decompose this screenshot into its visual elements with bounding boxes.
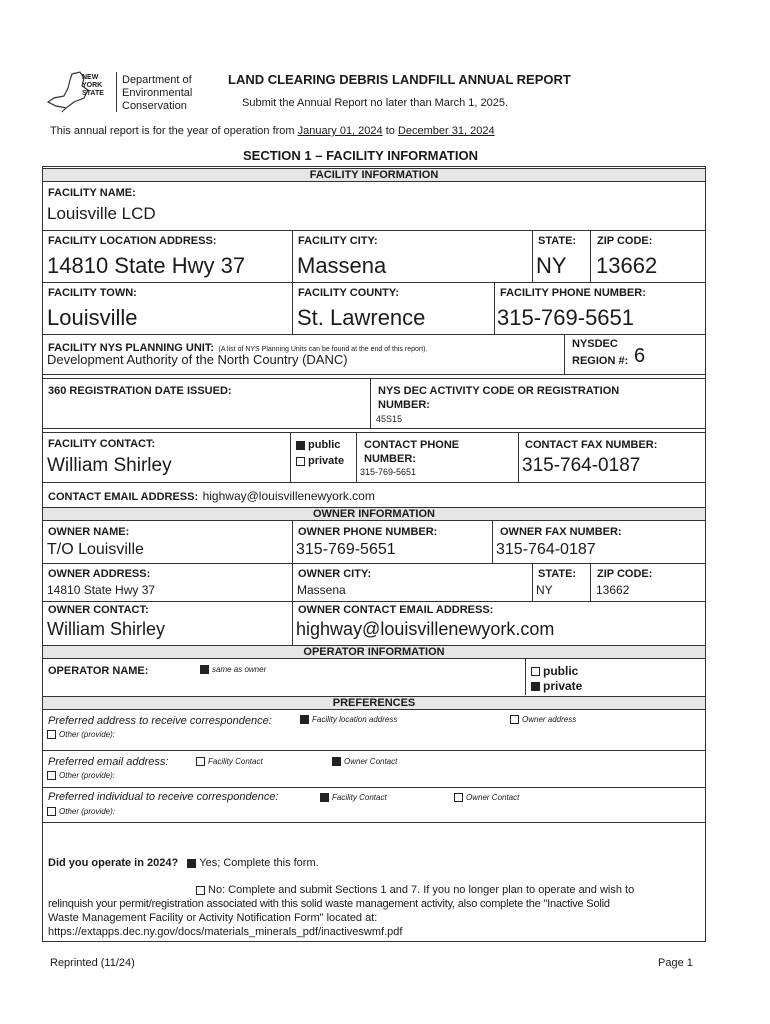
owner-contact-label: OWNER CONTACT: xyxy=(48,604,149,616)
period-to: to xyxy=(385,125,395,137)
planning-unit-note: (A list of NYS Planning Units can be found at the end of this report). xyxy=(218,346,428,353)
facility-address-value[interactable]: 14810 State Hwy 37 xyxy=(47,253,246,278)
operate-no-checkbox[interactable] xyxy=(196,886,205,895)
facility-address-label: FACILITY LOCATION ADDRESS: xyxy=(48,235,217,247)
pref-individual-question: Preferred individual to receive correspondence: xyxy=(48,791,279,803)
owner-state-label: STATE: xyxy=(538,568,577,580)
operator-name-label: OPERATOR NAME: xyxy=(48,665,149,677)
pref-email-facility-checkbox[interactable] xyxy=(196,757,263,766)
owner-address-label: OWNER ADDRESS: xyxy=(48,568,151,580)
same-as-owner-checkbox-icon xyxy=(200,665,209,674)
owner-email-value[interactable]: highway@louisvillenewyork.com xyxy=(296,619,555,639)
contact-private-checkbox[interactable] xyxy=(296,455,344,467)
pref-email-facility-icon xyxy=(196,757,205,766)
pref-address-facility-label: Facility location address xyxy=(312,715,398,724)
pref-individual-other-icon xyxy=(47,807,56,816)
pref-address-other-checkbox[interactable] xyxy=(47,730,115,739)
activity-code-label-1: NYS DEC ACTIVITY CODE OR REGISTRATION xyxy=(378,385,620,397)
nys-dec-logo xyxy=(44,68,209,114)
pref-individual-owner-icon xyxy=(454,793,463,802)
operate-question: Did you operate in 2024? xyxy=(48,857,179,869)
facility-county-label: FACILITY COUNTY: xyxy=(298,287,400,299)
report-subtitle: Submit the Annual Report no later than March 1, 2025. xyxy=(242,97,508,109)
owner-name-label: OWNER NAME: xyxy=(48,526,130,538)
operator-public-checkbox-icon xyxy=(531,667,540,676)
owner-fax-label: OWNER FAX NUMBER: xyxy=(500,526,622,538)
dept-line3: Conservation xyxy=(122,100,187,112)
same-as-owner-label: same as owner xyxy=(212,665,267,674)
contact-email-value[interactable]: highway@louisvillenewyork.com xyxy=(202,489,375,503)
pref-address-facility-icon xyxy=(300,715,309,724)
pref-address-other-label: Other (provide): xyxy=(59,730,116,739)
facility-name-label: FACILITY NAME: xyxy=(48,187,136,199)
region-label-2: REGION #: xyxy=(572,355,629,367)
operate-yes-checkbox[interactable] xyxy=(187,859,196,868)
operator-private-checkbox-icon xyxy=(531,682,540,691)
inactive-form-link[interactable]: https://extapps.dec.ny.gov/docs/materials_minerals_pdf/inactiveswmf.pdf xyxy=(48,926,403,938)
pref-email-other-checkbox[interactable] xyxy=(47,771,115,780)
footer-page-number: Page 1 xyxy=(658,957,693,969)
owner-city-value[interactable]: Massena xyxy=(297,583,346,597)
activity-code-value[interactable]: 45S15 xyxy=(376,414,403,424)
owner-phone-value[interactable]: 315-769-5651 xyxy=(296,541,396,558)
report-title: LAND CLEARING DEBRIS LANDFILL ANNUAL REPORT xyxy=(228,72,571,87)
operator-private-checkbox[interactable] xyxy=(531,679,582,693)
owner-info-bar: OWNER INFORMATION xyxy=(43,507,705,521)
facility-town-value[interactable]: Louisville xyxy=(47,305,138,330)
facility-county-value[interactable]: St. Lawrence xyxy=(297,305,426,330)
facility-state-value[interactable]: NY xyxy=(536,253,567,278)
pref-email-other-label: Other (provide): xyxy=(59,771,116,780)
facility-phone-label: FACILITY PHONE NUMBER: xyxy=(500,287,646,299)
facility-zip-value[interactable]: 13662 xyxy=(596,253,658,278)
facility-contact-label: FACILITY CONTACT: xyxy=(48,438,156,450)
facility-phone-value[interactable]: 315-769-5651 xyxy=(497,305,635,330)
contact-phone-label-1: CONTACT PHONE xyxy=(364,439,460,451)
private-label: private xyxy=(308,455,345,467)
pref-email-question: Preferred email address: xyxy=(48,756,169,768)
operate-no-line1: No: Complete and submit Sections 1 and 7. If you no longer plan to operate and wish to xyxy=(208,884,635,896)
operate-no-line2: relinquish your permit/registration associated with this solid waste management activity, also complete the "Inactive Solid xyxy=(48,898,610,910)
private-checkbox-icon xyxy=(296,457,305,466)
owner-contact-value[interactable]: William Shirley xyxy=(47,619,166,639)
pref-individual-owner-label: Owner Contact xyxy=(466,793,520,802)
facility-city-value[interactable]: Massena xyxy=(297,253,387,278)
logo-state-text: NEW YORK STATE xyxy=(82,74,104,97)
owner-zip-value[interactable]: 13662 xyxy=(596,583,630,597)
operator-same-as-owner-checkbox[interactable] xyxy=(200,665,266,674)
section1-title: SECTION 1 – FACILITY INFORMATION xyxy=(243,148,478,163)
pref-address-owner-icon xyxy=(510,715,519,724)
registration-date-label: 360 REGISTRATION DATE ISSUED: xyxy=(48,385,232,397)
activity-code-label-2: NUMBER: xyxy=(378,399,430,411)
pref-address-owner-checkbox[interactable] xyxy=(510,715,576,724)
owner-email-label: OWNER CONTACT EMAIL ADDRESS: xyxy=(298,604,494,616)
public-checkbox-icon xyxy=(296,441,305,450)
operate-no-row xyxy=(196,884,634,896)
pref-address-facility-checkbox[interactable] xyxy=(300,715,397,724)
operate-question-row xyxy=(48,857,319,869)
region-value[interactable]: 6 xyxy=(634,345,646,367)
pref-email-other-icon xyxy=(47,771,56,780)
facility-state-label: STATE: xyxy=(538,235,577,247)
owner-fax-value[interactable]: 315-764-0187 xyxy=(496,541,596,558)
pref-individual-facility-icon xyxy=(320,793,329,802)
contact-phone-label-2: NUMBER: xyxy=(364,453,416,465)
pref-individual-other-checkbox[interactable] xyxy=(47,807,115,816)
contact-public-checkbox[interactable] xyxy=(296,439,340,451)
pref-address-question: Preferred address to receive correspondence: xyxy=(48,715,272,727)
period-end: December 31, 2024 xyxy=(397,125,495,137)
pref-individual-facility-checkbox[interactable] xyxy=(320,793,387,802)
operate-yes-label: Yes; Complete this form. xyxy=(199,857,319,869)
pref-individual-owner-checkbox[interactable] xyxy=(454,793,519,802)
contact-phone-value[interactable]: 315-769-5651 xyxy=(360,467,417,477)
period-prefix: This annual report is for the year of operation from xyxy=(50,125,295,137)
public-label: public xyxy=(308,439,341,451)
facility-name-value[interactable]: Louisville LCD xyxy=(47,204,156,223)
pref-email-owner-checkbox[interactable] xyxy=(332,757,397,766)
pref-address-other-icon xyxy=(47,730,56,739)
contact-email-label: CONTACT EMAIL ADDRESS: xyxy=(48,491,199,503)
owner-phone-label: OWNER PHONE NUMBER: xyxy=(298,526,438,538)
facility-city-label: FACILITY CITY: xyxy=(298,235,378,247)
operate-no-line3: Waste Management Facility or Activity Notification Form" located at: xyxy=(48,912,378,924)
pref-individual-facility-label: Facility Contact xyxy=(332,793,387,802)
facility-info-bar: FACILITY INFORMATION xyxy=(43,168,705,182)
pref-email-owner-label: Owner Contact xyxy=(344,757,398,766)
owner-address-value[interactable]: 14810 State Hwy 37 xyxy=(47,583,156,597)
facility-town-label: FACILITY TOWN: xyxy=(48,287,137,299)
pref-email-owner-icon xyxy=(332,757,341,766)
pref-email-facility-label: Facility Contact xyxy=(208,757,263,766)
owner-state-value[interactable]: NY xyxy=(536,583,553,597)
facility-contact-value[interactable]: William Shirley xyxy=(47,455,172,476)
footer-reprinted: Reprinted (11/24) xyxy=(50,957,135,969)
pref-individual-other-label: Other (provide): xyxy=(59,807,116,816)
facility-zip-label: ZIP CODE: xyxy=(597,235,653,247)
contact-fax-label: CONTACT FAX NUMBER: xyxy=(525,439,658,451)
dept-line1: Department of xyxy=(122,74,192,86)
planning-unit-value[interactable]: Development Authority of the North Country (DANC) xyxy=(47,352,348,367)
reporting-period xyxy=(50,125,495,137)
operator-private-label: private xyxy=(543,679,583,693)
operator-public-checkbox[interactable] xyxy=(531,664,578,678)
region-label-1: NYSDEC xyxy=(572,338,618,350)
operator-public-label: public xyxy=(543,664,579,678)
contact-fax-value[interactable]: 315-764-0187 xyxy=(522,455,641,476)
period-start: January 01, 2024 xyxy=(297,125,383,137)
owner-zip-label: ZIP CODE: xyxy=(597,568,653,580)
preferences-bar: PREFERENCES xyxy=(43,696,705,710)
planning-unit-label: FACILITY NYS PLANNING UNIT: xyxy=(48,342,215,354)
contact-email-row xyxy=(48,487,375,505)
dept-line2: Environmental xyxy=(122,87,193,99)
owner-name-value[interactable]: T/O Louisville xyxy=(47,541,144,558)
owner-city-label: OWNER CITY: xyxy=(298,568,372,580)
operator-info-bar: OPERATOR INFORMATION xyxy=(43,645,705,659)
pref-address-owner-label: Owner address xyxy=(522,715,577,724)
